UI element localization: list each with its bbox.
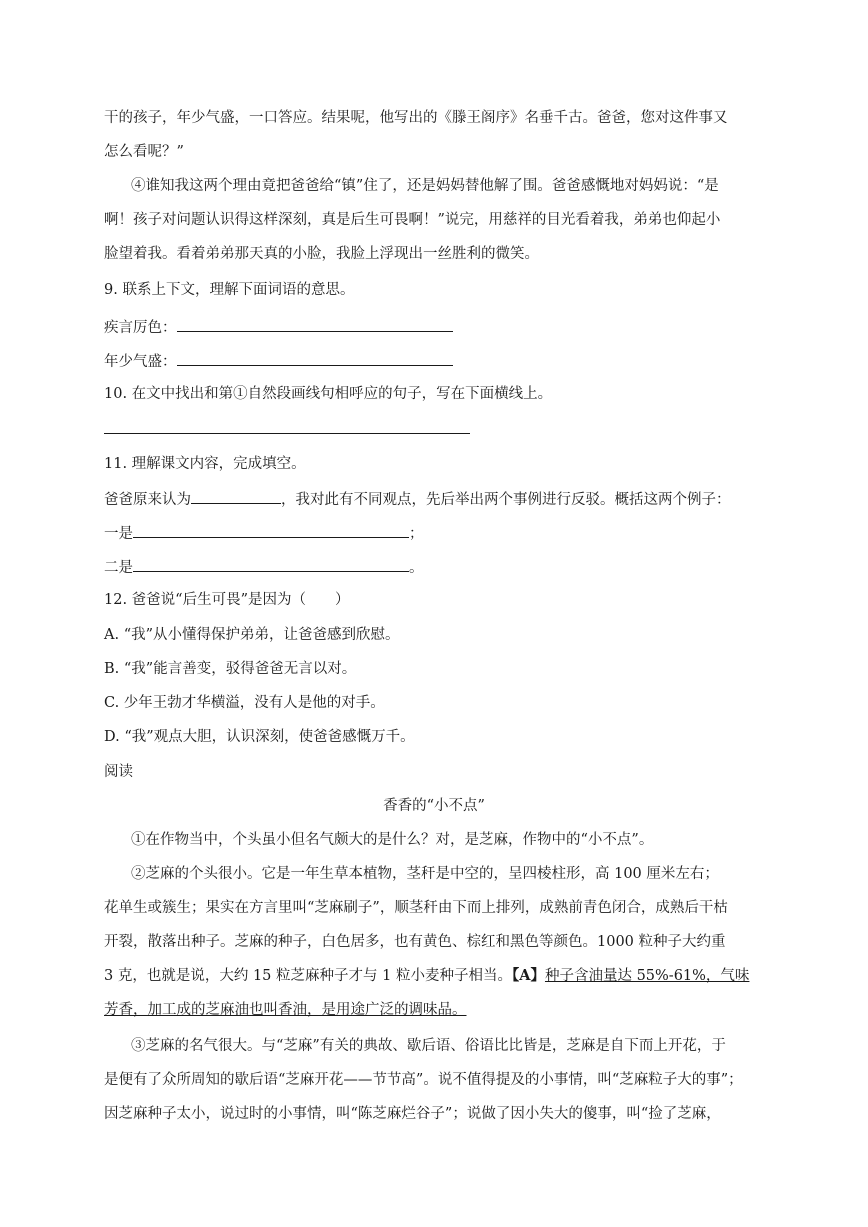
question-11-text: ，我对此有不同观点，先后举出两个事例进行反驳。概括这两个例子： xyxy=(281,492,731,508)
article-paragraph-2-line xyxy=(104,966,749,986)
question-11-line xyxy=(104,522,424,544)
question-12-option-d[interactable]: D. “我”观点大胆，认识深刻，使爸爸感慨万千。 xyxy=(104,729,415,745)
question-11-text: 一是 xyxy=(104,526,133,542)
question-12-title: 12. 爸爸说“后生可畏”是因为（ ） xyxy=(104,592,350,608)
article-text: 3 克，也就是说，大约 15 粒芝麻种子才与 1 粒小麦种子相当。 xyxy=(104,968,512,984)
article-paragraph-3-line: 因芝麻种子太小，说过时的小事情，叫“陈芝麻烂谷子”；说做了因小失大的傻事，叫“捡了芝麻， xyxy=(104,1106,721,1122)
article-paragraph-2-line: ②芝麻的个头很小。它是一年生草本植物，茎秆是中空的，呈四棱柱形，高 100 厘米左右； xyxy=(131,866,719,882)
underlined-sentence: 种子含油量达 55%-61%，气味 xyxy=(544,968,750,984)
question-12-option-a[interactable]: A. “我”从小懂得保护弟弟，让爸爸感到欣慰。 xyxy=(104,627,400,643)
question-12-option-b[interactable]: B. “我”能言善变，驳得爸爸无言以对。 xyxy=(104,661,357,677)
question-9-item xyxy=(104,316,453,338)
article-paragraph-2-line: 花单生或簇生；果实在方言里叫“芝麻刷子”，顺茎秆由下而上排列，成熟前青色闭合，成熟后干枯 xyxy=(104,900,728,916)
question-11-line xyxy=(104,488,731,510)
question-9-item xyxy=(104,350,453,372)
article-paragraph-2-line: 开裂，散落出种子。芝麻的种子，白色居多，也有黄色、棕红和黑色等颜色。1000 粒种子大约重 xyxy=(104,934,726,950)
paragraph-4-line: 脸望着我。看着弟弟那天真的小脸，我脸上浮现出一丝胜利的微笑。 xyxy=(104,246,539,262)
answer-blank[interactable] xyxy=(133,556,409,572)
question-10-answer xyxy=(104,418,470,440)
question-9-title: 9. 联系上下文，理解下面词语的意思。 xyxy=(104,282,355,298)
question-11-text: 二是 xyxy=(104,560,133,576)
article-title: 香香的“小不点” xyxy=(383,798,485,814)
paragraph-4-line: 啊！孩子对问题认识得这样深刻，真是后生可畏啊！”说完，用慈祥的目光看着我，弟弟也仰起小 xyxy=(104,212,721,228)
answer-blank[interactable] xyxy=(133,522,409,538)
marker-a: 【A】 xyxy=(511,967,545,984)
article-paragraph-2-line xyxy=(104,1000,467,1020)
underlined-sentence: 芳香，加工成的芝麻油也叫香油，是用途广泛的调味品。 xyxy=(104,1002,467,1018)
question-11-title: 11. 理解课文内容，完成填空。 xyxy=(104,456,306,472)
question-11-line xyxy=(104,556,424,578)
question-11-text: ； xyxy=(409,526,424,542)
question-9-term: 年少气盛： xyxy=(104,354,177,370)
question-12-option-c[interactable]: C. 少年王勃才华横溢，没有人是他的对手。 xyxy=(104,695,385,711)
previous-paragraph-line: 干的孩子，年少气盛，一口答应。结果呢，他写出的《滕王阁序》名垂千古。爸爸，您对这件事又 xyxy=(104,110,728,126)
reading-label: 阅读 xyxy=(104,764,133,780)
article-paragraph-3-line: 是便有了众所周知的歇后语“芝麻开花——节节高”。说不值得提及的小事情，叫“芝麻粒子大的事”； xyxy=(104,1072,743,1088)
paragraph-4-line: ④谁知我这两个理由竟把爸爸给“镇”住了，还是妈妈替他解了围。爸爸感慨地对妈妈说：“是 xyxy=(131,178,719,194)
question-9-term: 疾言厉色： xyxy=(104,320,177,336)
previous-paragraph-line: 怎么看呢？” xyxy=(104,144,184,160)
answer-blank[interactable] xyxy=(177,316,453,332)
question-11-text: 爸爸原来认为 xyxy=(104,492,191,508)
answer-blank[interactable] xyxy=(191,488,281,504)
answer-blank[interactable] xyxy=(177,350,453,366)
article-paragraph-1: ①在作物当中，个头虽小但名气颇大的是什么？对，是芝麻，作物中的“小不点”。 xyxy=(131,832,654,848)
question-10-title: 10. 在文中找出和第①自然段画线句相呼应的句子，写在下面横线上。 xyxy=(104,386,553,402)
article-paragraph-3-line: ③芝麻的名气很大。与“芝麻”有关的典故、歇后语、俗语比比皆是，芝麻是自下而上开花，于 xyxy=(131,1038,726,1054)
answer-blank[interactable] xyxy=(104,418,470,434)
question-11-text: 。 xyxy=(409,560,424,576)
